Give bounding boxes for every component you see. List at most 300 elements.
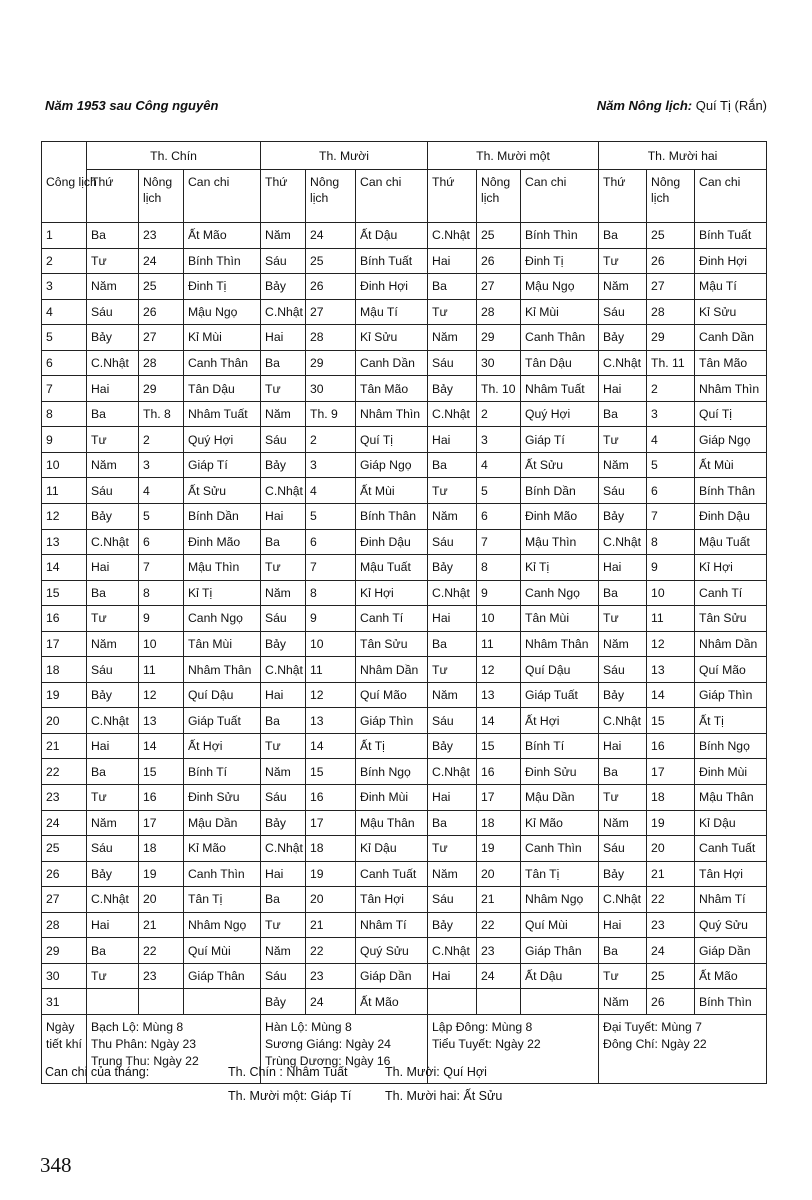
table-row	[42, 708, 767, 734]
weekday-cell: Sáu	[599, 657, 647, 683]
lunar-day-cell: 28	[477, 299, 521, 325]
canchi-cell: Nhâm Dần	[356, 657, 428, 683]
canchi-cell: Quí Dậu	[521, 657, 599, 683]
weekday-cell: Tư	[261, 912, 306, 938]
month-header: Th. Mười một	[428, 142, 599, 170]
weekday-cell: Năm	[261, 401, 306, 427]
lunar-day-cell: 13	[477, 682, 521, 708]
solar-term: Đông Chí: Ngày 22	[603, 1036, 707, 1051]
canchi-cell: Đinh Mùi	[695, 759, 767, 785]
lunar-day-cell: 21	[647, 861, 695, 887]
lunar-day-cell: 16	[306, 785, 356, 811]
gregorian-day: 14	[42, 555, 87, 581]
lunar-day-header: Nông lịch	[647, 170, 695, 223]
lunar-day-cell	[139, 989, 184, 1015]
footer-month-10: Th. Mười: Quí Hợi	[385, 1065, 487, 1079]
lunar-day-cell: 9	[306, 606, 356, 632]
canchi-header: Can chi	[184, 170, 261, 223]
lunar-day-cell: 10	[647, 580, 695, 606]
weekday-cell: Sáu	[261, 785, 306, 811]
table-row	[42, 989, 767, 1015]
canchi-cell: Mậu Tuất	[356, 555, 428, 581]
lunar-day-cell: 12	[647, 631, 695, 657]
canchi-cell: Ất Tị	[695, 708, 767, 734]
lunar-day-cell: 12	[306, 682, 356, 708]
lunar-day-cell: 19	[477, 836, 521, 862]
canchi-cell: Quí Mão	[356, 682, 428, 708]
lunar-day-cell: 30	[477, 350, 521, 376]
weekday-cell: C.Nhật	[599, 887, 647, 913]
weekday-header: Thứ	[599, 170, 647, 223]
canchi-cell: Canh Thân	[184, 350, 261, 376]
canchi-cell	[521, 989, 599, 1015]
canchi-cell: Giáp Dần	[356, 963, 428, 989]
canchi-cell: Đinh Sửu	[521, 759, 599, 785]
canchi-cell: Mậu Thân	[356, 810, 428, 836]
canchi-cell: Kỉ Mão	[521, 810, 599, 836]
canchi-cell: Canh Dần	[356, 350, 428, 376]
lunar-day-cell: 12	[477, 657, 521, 683]
table-row	[42, 325, 767, 351]
lunar-day-cell: 4	[139, 478, 184, 504]
weekday-cell: Hai	[599, 376, 647, 402]
weekday-cell: Ba	[599, 580, 647, 606]
lunar-day-cell: 19	[306, 861, 356, 887]
lunar-day-cell: 18	[306, 836, 356, 862]
lunar-day-cell: 23	[647, 912, 695, 938]
lunar-day-cell: 23	[306, 963, 356, 989]
weekday-cell: Hai	[261, 861, 306, 887]
canchi-cell: Bính Thìn	[184, 248, 261, 274]
lunar-day-cell: Th. 10	[477, 376, 521, 402]
weekday-cell: Năm	[261, 938, 306, 964]
weekday-cell: Sáu	[87, 836, 139, 862]
canchi-cell: Tân Hợi	[695, 861, 767, 887]
lunar-day-cell: 27	[477, 274, 521, 300]
canchi-cell	[184, 989, 261, 1015]
lunar-day-cell: 15	[306, 759, 356, 785]
table-row	[42, 452, 767, 478]
canchi-cell: Ất Hợi	[521, 708, 599, 734]
weekday-cell: Hai	[428, 963, 477, 989]
canchi-cell: Giáp Ngọ	[356, 452, 428, 478]
lunar-day-cell: 26	[647, 248, 695, 274]
canchi-cell: Nhâm Thân	[521, 631, 599, 657]
weekday-cell: Ba	[428, 631, 477, 657]
lunar-day-cell: 7	[306, 555, 356, 581]
lunar-day-cell: 18	[139, 836, 184, 862]
weekday-cell: Sáu	[261, 427, 306, 453]
table-row	[42, 529, 767, 555]
canchi-cell: Bính Thìn	[695, 989, 767, 1015]
weekday-header: Thứ	[87, 170, 139, 223]
canchi-cell: Bính Tí	[521, 733, 599, 759]
gregorian-day: 2	[42, 248, 87, 274]
solar-term: Tiểu Tuyết: Ngày 22	[432, 1036, 541, 1051]
lunar-day-cell: 28	[306, 325, 356, 351]
canchi-cell: Tân Mão	[695, 350, 767, 376]
lunar-day-cell: 22	[306, 938, 356, 964]
lunar-day-cell: 11	[647, 606, 695, 632]
canchi-cell: Đinh Mão	[521, 504, 599, 530]
weekday-cell: Tư	[428, 478, 477, 504]
footer-month-11: Th. Mười một: Giáp Tí	[228, 1089, 352, 1103]
weekday-cell: Tư	[428, 657, 477, 683]
gregorian-day: 19	[42, 682, 87, 708]
page-number: 348	[40, 1153, 72, 1177]
table-row	[42, 427, 767, 453]
canchi-cell: Tân Sửu	[695, 606, 767, 632]
lunar-day-cell: 26	[477, 248, 521, 274]
canchi-cell: Nhâm Thìn	[695, 376, 767, 402]
weekday-cell: Hai	[428, 606, 477, 632]
page-header	[45, 98, 767, 122]
lunar-day-cell: 9	[477, 580, 521, 606]
solar-term: Trung Thu: Ngày 22	[91, 1053, 199, 1068]
lunar-day-cell: 17	[139, 810, 184, 836]
lunar-day-cell: 22	[647, 887, 695, 913]
weekday-cell: C.Nhật	[261, 836, 306, 862]
weekday-cell: Bảy	[428, 912, 477, 938]
lunar-day-cell: 29	[139, 376, 184, 402]
canchi-cell: Tân Mùi	[184, 631, 261, 657]
weekday-cell: Ba	[87, 223, 139, 249]
month-canchi-footer	[45, 1065, 765, 1111]
table-row	[42, 631, 767, 657]
canchi-cell: Đinh Tị	[184, 274, 261, 300]
weekday-cell: Ba	[87, 580, 139, 606]
canchi-cell: Nhâm Thân	[184, 657, 261, 683]
lunar-day-cell: 26	[306, 274, 356, 300]
table-row	[42, 248, 767, 274]
weekday-cell: Năm	[261, 223, 306, 249]
table-row	[42, 223, 767, 249]
canchi-header: Can chi	[695, 170, 767, 223]
lunar-day-cell: 21	[139, 912, 184, 938]
lunar-day-cell: 10	[477, 606, 521, 632]
table-row	[42, 733, 767, 759]
weekday-cell: Ba	[87, 938, 139, 964]
canchi-cell: Canh Thìn	[521, 836, 599, 862]
lunar-day-cell: 13	[647, 657, 695, 683]
weekday-cell: Bảy	[261, 810, 306, 836]
lunar-day-cell: 19	[139, 861, 184, 887]
weekday-cell: Hai	[428, 427, 477, 453]
footer-month-9: Th. Chín : Nhâm Tuất	[228, 1065, 348, 1079]
canchi-cell: Tân Mão	[356, 376, 428, 402]
canchi-cell: Đinh Hợi	[695, 248, 767, 274]
lunar-day-cell: 15	[139, 759, 184, 785]
table-row	[42, 887, 767, 913]
canchi-cell: Canh Ngọ	[521, 580, 599, 606]
lunar-day-cell: 25	[477, 223, 521, 249]
lunar-day-cell: 4	[306, 478, 356, 504]
lunar-day-cell: 13	[139, 708, 184, 734]
canchi-cell: Giáp Thân	[184, 963, 261, 989]
weekday-cell: Bảy	[428, 555, 477, 581]
canchi-cell: Ất Dậu	[356, 223, 428, 249]
solar-term: Sương Giáng: Ngày 24	[265, 1036, 391, 1051]
canchi-cell: Quí Tị	[695, 401, 767, 427]
gregorian-day: 23	[42, 785, 87, 811]
table-row	[42, 376, 767, 402]
lunar-day-cell: 6	[647, 478, 695, 504]
gregorian-day: 11	[42, 478, 87, 504]
weekday-cell: Năm	[261, 580, 306, 606]
canchi-cell: Quí Dậu	[184, 682, 261, 708]
lunar-day-cell: 5	[139, 504, 184, 530]
weekday-cell: Hai	[87, 376, 139, 402]
solar-term: Bạch Lộ: Mùng 8	[91, 1019, 184, 1034]
canchi-cell: Tân Hợi	[356, 887, 428, 913]
lunar-day-cell: 21	[477, 887, 521, 913]
weekday-cell: Năm	[599, 989, 647, 1015]
gregorian-day: 30	[42, 963, 87, 989]
lunar-day-cell: 8	[477, 555, 521, 581]
canchi-cell: Tân Sửu	[356, 631, 428, 657]
weekday-cell: C.Nhật	[87, 350, 139, 376]
table-row	[42, 657, 767, 683]
canchi-cell: Ất Mùi	[695, 452, 767, 478]
lunar-day-cell: 5	[647, 452, 695, 478]
month-header: Th. Chín	[87, 142, 261, 170]
weekday-cell	[87, 989, 139, 1015]
lunar-day-cell: 8	[139, 580, 184, 606]
weekday-cell: C.Nhật	[261, 657, 306, 683]
weekday-cell: Năm	[599, 631, 647, 657]
weekday-cell: C.Nhật	[599, 529, 647, 555]
canchi-cell: Đinh Hợi	[356, 274, 428, 300]
weekday-cell: C.Nhật	[428, 401, 477, 427]
weekday-cell: Hai	[261, 504, 306, 530]
table-row	[42, 504, 767, 530]
lunar-day-cell: 29	[477, 325, 521, 351]
weekday-cell: Tư	[599, 248, 647, 274]
table-row	[42, 555, 767, 581]
weekday-cell	[428, 989, 477, 1015]
lunar-day-cell: 6	[306, 529, 356, 555]
canchi-cell: Kỉ Hợi	[356, 580, 428, 606]
canchi-cell: Canh Tí	[356, 606, 428, 632]
lunar-day-cell: 16	[139, 785, 184, 811]
canchi-cell: Bính Thân	[356, 504, 428, 530]
lunar-day-cell: 8	[306, 580, 356, 606]
canchi-cell: Quí Tị	[356, 427, 428, 453]
gregorian-day: 16	[42, 606, 87, 632]
gregorian-day: 31	[42, 989, 87, 1015]
header-lunar-value: Quí Tị (Rắn)	[695, 98, 767, 113]
header-lunar-label: Năm Nông lịch:	[596, 98, 693, 113]
lunar-day-cell	[477, 989, 521, 1015]
canchi-cell: Mậu Thìn	[521, 529, 599, 555]
canchi-cell: Nhâm Thìn	[356, 401, 428, 427]
weekday-cell: Năm	[599, 452, 647, 478]
lunar-day-cell: 7	[647, 504, 695, 530]
lunar-day-header: Nông lịch	[139, 170, 184, 223]
canchi-cell: Giáp Thìn	[356, 708, 428, 734]
lunar-day-cell: 28	[647, 299, 695, 325]
canchi-cell: Canh Dần	[695, 325, 767, 351]
gregorian-day: 25	[42, 836, 87, 862]
lunar-day-cell: 3	[306, 452, 356, 478]
header-gregorian-year: Năm 1953 sau Công nguyên	[45, 98, 219, 113]
lunar-day-cell: 25	[647, 963, 695, 989]
gregorian-day: 3	[42, 274, 87, 300]
weekday-cell: C.Nhật	[428, 223, 477, 249]
weekday-cell: Bảy	[261, 274, 306, 300]
lunar-day-cell: 24	[647, 938, 695, 964]
lunar-day-cell: 27	[139, 325, 184, 351]
lunar-day-cell: 25	[647, 223, 695, 249]
weekday-cell: Tư	[261, 733, 306, 759]
lunar-day-cell: 15	[477, 733, 521, 759]
weekday-cell: Ba	[261, 529, 306, 555]
canchi-cell: Quý Sửu	[356, 938, 428, 964]
gregorian-day: 20	[42, 708, 87, 734]
weekday-cell: Ba	[261, 350, 306, 376]
weekday-cell: Sáu	[261, 963, 306, 989]
weekday-cell: Tư	[428, 299, 477, 325]
lunar-day-cell: Th. 9	[306, 401, 356, 427]
weekday-cell: C.Nhật	[428, 759, 477, 785]
weekday-cell: Bảy	[261, 989, 306, 1015]
canchi-cell: Tân Dậu	[184, 376, 261, 402]
weekday-cell: Tư	[428, 836, 477, 862]
lunar-day-cell: 17	[477, 785, 521, 811]
lunar-day-cell: 27	[647, 274, 695, 300]
weekday-cell: Ba	[428, 452, 477, 478]
table-row	[42, 580, 767, 606]
canchi-cell: Kỉ Dậu	[356, 836, 428, 862]
weekday-cell: C.Nhật	[428, 580, 477, 606]
canchi-cell: Ất Dậu	[521, 963, 599, 989]
gregorian-day: 29	[42, 938, 87, 964]
weekday-cell: Bảy	[261, 452, 306, 478]
canchi-cell: Ất Hợi	[184, 733, 261, 759]
table-row	[42, 810, 767, 836]
canchi-cell: Nhâm Dần	[695, 631, 767, 657]
calendar-body	[42, 223, 767, 1084]
lunar-day-cell: 2	[477, 401, 521, 427]
lunar-day-cell: 12	[139, 682, 184, 708]
canchi-cell: Giáp Dần	[695, 938, 767, 964]
canchi-header: Can chi	[521, 170, 599, 223]
canchi-cell: Giáp Thân	[521, 938, 599, 964]
canchi-cell: Mậu Tuất	[695, 529, 767, 555]
gregorian-day: 22	[42, 759, 87, 785]
lunar-day-cell: 4	[647, 427, 695, 453]
canchi-cell: Kỉ Sửu	[695, 299, 767, 325]
weekday-cell: Sáu	[428, 529, 477, 555]
canchi-cell: Quí Mùi	[521, 912, 599, 938]
lunar-day-cell: 21	[306, 912, 356, 938]
lunar-day-cell: 28	[139, 350, 184, 376]
lunar-day-cell: 23	[139, 963, 184, 989]
weekday-cell: Hai	[599, 555, 647, 581]
table-row	[42, 478, 767, 504]
canchi-cell: Ất Mão	[184, 223, 261, 249]
lunar-day-cell: 18	[477, 810, 521, 836]
canchi-cell: Đinh Dậu	[356, 529, 428, 555]
lunar-day-cell: 2	[306, 427, 356, 453]
canchi-cell: Bính Tí	[184, 759, 261, 785]
lunar-day-cell: 3	[647, 401, 695, 427]
canchi-cell: Kỉ Mão	[184, 836, 261, 862]
lunar-day-cell: 8	[647, 529, 695, 555]
canchi-cell: Đinh Mùi	[356, 785, 428, 811]
table-row	[42, 785, 767, 811]
weekday-cell: Hai	[599, 912, 647, 938]
month-header: Th. Mười	[261, 142, 428, 170]
weekday-cell: Tư	[261, 376, 306, 402]
weekday-cell: Sáu	[599, 836, 647, 862]
lunar-day-cell: 10	[139, 631, 184, 657]
lunar-day-cell: 2	[139, 427, 184, 453]
lunar-day-cell: 29	[647, 325, 695, 351]
canchi-cell: Mậu Thân	[695, 785, 767, 811]
solar-term: Thu Phân: Ngày 23	[91, 1036, 197, 1051]
canchi-cell: Đinh Dậu	[695, 504, 767, 530]
lunar-day-cell: 24	[306, 223, 356, 249]
weekday-cell: Bảy	[428, 733, 477, 759]
gregorian-day: 8	[42, 401, 87, 427]
weekday-cell: Ba	[261, 887, 306, 913]
table-row	[42, 912, 767, 938]
weekday-cell: Năm	[428, 682, 477, 708]
gregorian-day: 21	[42, 733, 87, 759]
canchi-cell: Giáp Tuất	[521, 682, 599, 708]
weekday-cell: Hai	[261, 682, 306, 708]
gregorian-day: 17	[42, 631, 87, 657]
weekday-cell: C.Nhật	[599, 708, 647, 734]
lunar-day-cell: 16	[477, 759, 521, 785]
weekday-cell: Năm	[599, 274, 647, 300]
lunar-day-cell: 24	[477, 963, 521, 989]
weekday-cell: Tư	[87, 248, 139, 274]
canchi-cell: Mậu Ngọ	[521, 274, 599, 300]
weekday-cell: Tư	[87, 963, 139, 989]
gregorian-day: 12	[42, 504, 87, 530]
lunar-day-cell: 7	[477, 529, 521, 555]
table-row	[42, 299, 767, 325]
table-row	[42, 682, 767, 708]
weekday-cell: Năm	[87, 274, 139, 300]
lunar-day-cell: 23	[139, 223, 184, 249]
canchi-cell: Bính Thân	[695, 478, 767, 504]
weekday-cell: Ba	[428, 810, 477, 836]
weekday-cell: Ba	[428, 274, 477, 300]
gregorian-day: 27	[42, 887, 87, 913]
weekday-cell: Hai	[261, 325, 306, 351]
canchi-cell: Mậu Dần	[184, 810, 261, 836]
weekday-cell: Sáu	[261, 248, 306, 274]
solar-term: Hàn Lộ: Mùng 8	[265, 1019, 352, 1034]
weekday-cell: Bảy	[599, 504, 647, 530]
weekday-cell: Tư	[599, 963, 647, 989]
table-row	[42, 606, 767, 632]
canchi-cell: Quý Hợi	[521, 401, 599, 427]
canchi-cell: Kỉ Sửu	[356, 325, 428, 351]
canchi-cell: Ất Tị	[356, 733, 428, 759]
canchi-cell: Bính Dần	[184, 504, 261, 530]
canchi-cell: Bính Thìn	[521, 223, 599, 249]
lunar-day-cell: 22	[139, 938, 184, 964]
canchi-cell: Ất Sửu	[184, 478, 261, 504]
weekday-cell: Tư	[599, 427, 647, 453]
canchi-cell: Canh Tí	[695, 580, 767, 606]
canchi-header: Can chi	[356, 170, 428, 223]
lunar-day-cell: 5	[306, 504, 356, 530]
